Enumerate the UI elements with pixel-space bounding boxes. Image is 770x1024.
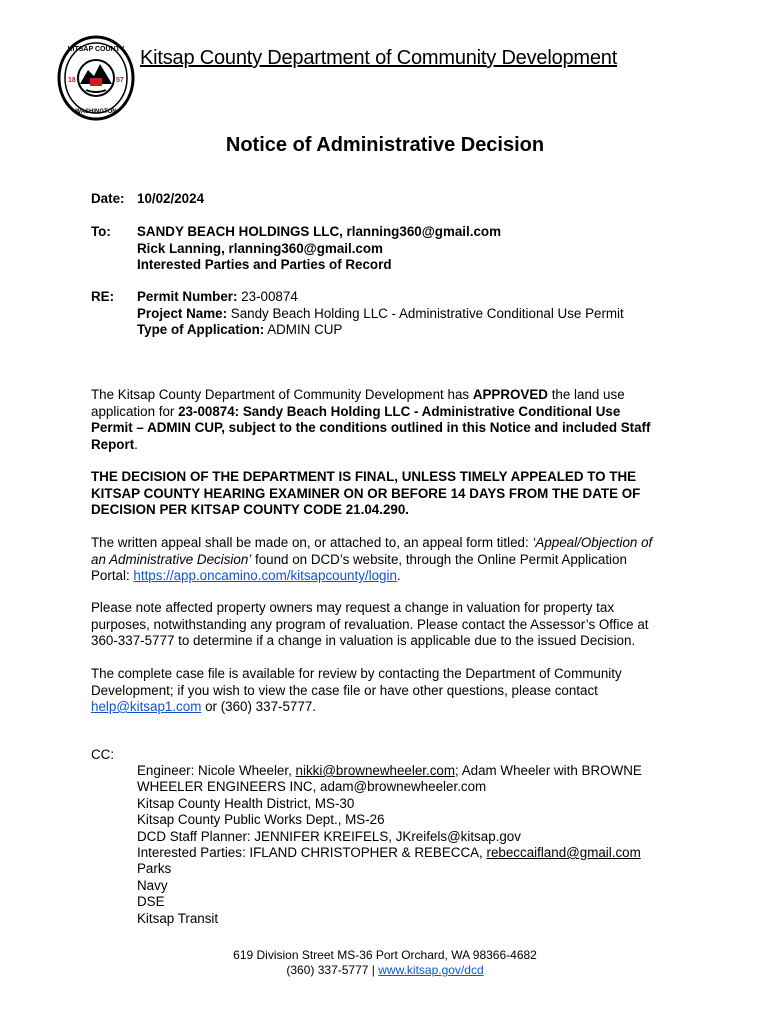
- date-label: Date:: [91, 191, 125, 206]
- help-email-link[interactable]: help@kitsap1.com: [91, 699, 202, 714]
- footer-address: 619 Division Street MS-36 Port Orchard, WA 98366-4682: [233, 948, 537, 962]
- cc-item: Navy: [137, 877, 168, 893]
- appeal-text: found on DCD’s website, through the Online Permit Application: [251, 551, 627, 567]
- cc-item: DSE: [137, 894, 165, 910]
- final-decision-paragraph: [91, 469, 681, 519]
- page-title: Notice of Administrative Decision: [225, 134, 545, 156]
- case-file-line: or (360) 337-5777.: [201, 699, 316, 714]
- appeal-text: Portal:: [91, 568, 134, 583]
- case-file-paragraph: [91, 666, 681, 716]
- approval-paragraph: [91, 387, 681, 453]
- kitsap-county-seal-icon: [56, 34, 136, 124]
- cc-item: DCD Staff Planner: JENNIFER KREIFELS, JKreifels@kitsap.gov: [137, 828, 521, 844]
- approval-conditions-text: , subject to the conditions outlined in this Notice and included Staff: [221, 420, 651, 435]
- appeal-text: The written appeal shall be made on, or attached to, an appeal form titled:: [91, 535, 533, 550]
- valuation-paragraph: [91, 600, 681, 650]
- footer-website-link[interactable]: www.kitsap.gov/dcd: [378, 963, 484, 977]
- approval-text: the land use: [547, 387, 625, 402]
- application-type-label: Type of Application:: [137, 322, 265, 337]
- approval-text: application for: [91, 403, 179, 419]
- approval-text: The Kitsap County Department of Community Development has: [91, 387, 473, 402]
- to-line: SANDY BEACH HOLDINGS LLC, rlanning360@gmail.com: [137, 224, 501, 239]
- cc-item: Kitsap County Health District, MS-30: [137, 795, 355, 811]
- cc-item: Interested Parties: IFLAND CHRISTOPHER & REBECCA,: [137, 845, 487, 861]
- seal-top-text: KITSAP COUNTY: [67, 46, 125, 53]
- to-label: To:: [91, 224, 111, 239]
- project-name-label: Project Name:: [137, 305, 228, 321]
- seal-left-num: 18: [68, 77, 76, 84]
- cc-item: WHEELER ENGINEERS INC, adam@brownewheeler.com: [137, 779, 487, 795]
- application-type: ADMIN CUP: [264, 322, 343, 337]
- date-value: 10/02/2024: [137, 191, 205, 206]
- seal-right-num: 57: [116, 77, 124, 84]
- case-file-line: Development; if you wish to view the case file or have other questions, please contact: [91, 682, 598, 698]
- case-file-line: The complete case file is available for review by contacting the Department of Community: [91, 666, 622, 681]
- cc-item: Parks: [137, 861, 172, 877]
- approval-permit-text: Permit – ADMIN CUP: [91, 420, 222, 435]
- portal-link[interactable]: https://app.oncamino.com/kitsapcounty/login: [133, 568, 397, 583]
- cc-item: Engineer: Nicole Wheeler,: [137, 763, 296, 778]
- cc-item: Kitsap County Public Works Dept., MS-26: [137, 812, 385, 828]
- final-decision-line: KITSAP COUNTY HEARING EXAMINER ON OR BEFORE 14 DAYS FROM THE DATE OF: [91, 485, 641, 501]
- approved-text: APPROVED: [472, 387, 548, 402]
- final-decision-line: THE DECISION OF THE DEPARTMENT IS FINAL, UNLESS TIMELY APPEALED TO THE: [91, 469, 637, 484]
- footer-phone: (360) 337-5777 |: [286, 963, 379, 977]
- cc-email-link[interactable]: nikki@brownewheeler.com: [295, 763, 456, 778]
- valuation-line: Please note affected property owners may request a change in valuation for property tax: [91, 600, 615, 615]
- re-label: RE:: [91, 289, 115, 304]
- agency-name: Kitsap County Department of Community Development: [140, 47, 618, 69]
- appeal-form-title: an Administrative Decision’: [91, 551, 252, 567]
- approval-text: .: [134, 436, 138, 452]
- footer: [0, 948, 770, 978]
- appeal-paragraph: [91, 535, 681, 585]
- re-details: [137, 289, 624, 339]
- cc-item: Kitsap Transit: [137, 910, 219, 926]
- cc-email-link[interactable]: rebeccaifland@gmail.com: [486, 845, 641, 861]
- seal-bottom-text: WASHINGTON: [75, 109, 117, 115]
- final-decision-line: DECISION PER KITSAP COUNTY CODE 21.04.290.: [91, 502, 410, 517]
- valuation-line: purposes, notwithstanding any program of revaluation. Please contact the Assessor’s Office at: [91, 616, 649, 632]
- to-line: Rick Lanning, rlanning360@gmail.com: [137, 240, 383, 256]
- appeal-text: .: [396, 568, 401, 583]
- project-name: Sandy Beach Holding LLC - Administrative Conditional Use Permit: [227, 305, 624, 321]
- permit-number-label: Permit Number:: [137, 289, 238, 304]
- cc-item: ; Adam Wheeler with BROWNE: [455, 763, 642, 778]
- appeal-form-title: ‘Appeal/Objection of: [532, 535, 653, 550]
- to-recipients: [137, 224, 501, 274]
- cc-list: [137, 763, 642, 927]
- valuation-line: 360-337-5777 to determine if a change in valuation is applicable due to the issued Decision.: [91, 633, 636, 648]
- approval-report-text: Report: [91, 436, 135, 452]
- approval-permit-text: 23-00874: Sandy Beach Holding LLC - Administrative Conditional Use: [178, 403, 621, 419]
- cc-label: CC:: [91, 747, 115, 762]
- permit-number: 23-00874: [237, 289, 298, 304]
- to-line: Interested Parties and Parties of Record: [137, 257, 392, 272]
